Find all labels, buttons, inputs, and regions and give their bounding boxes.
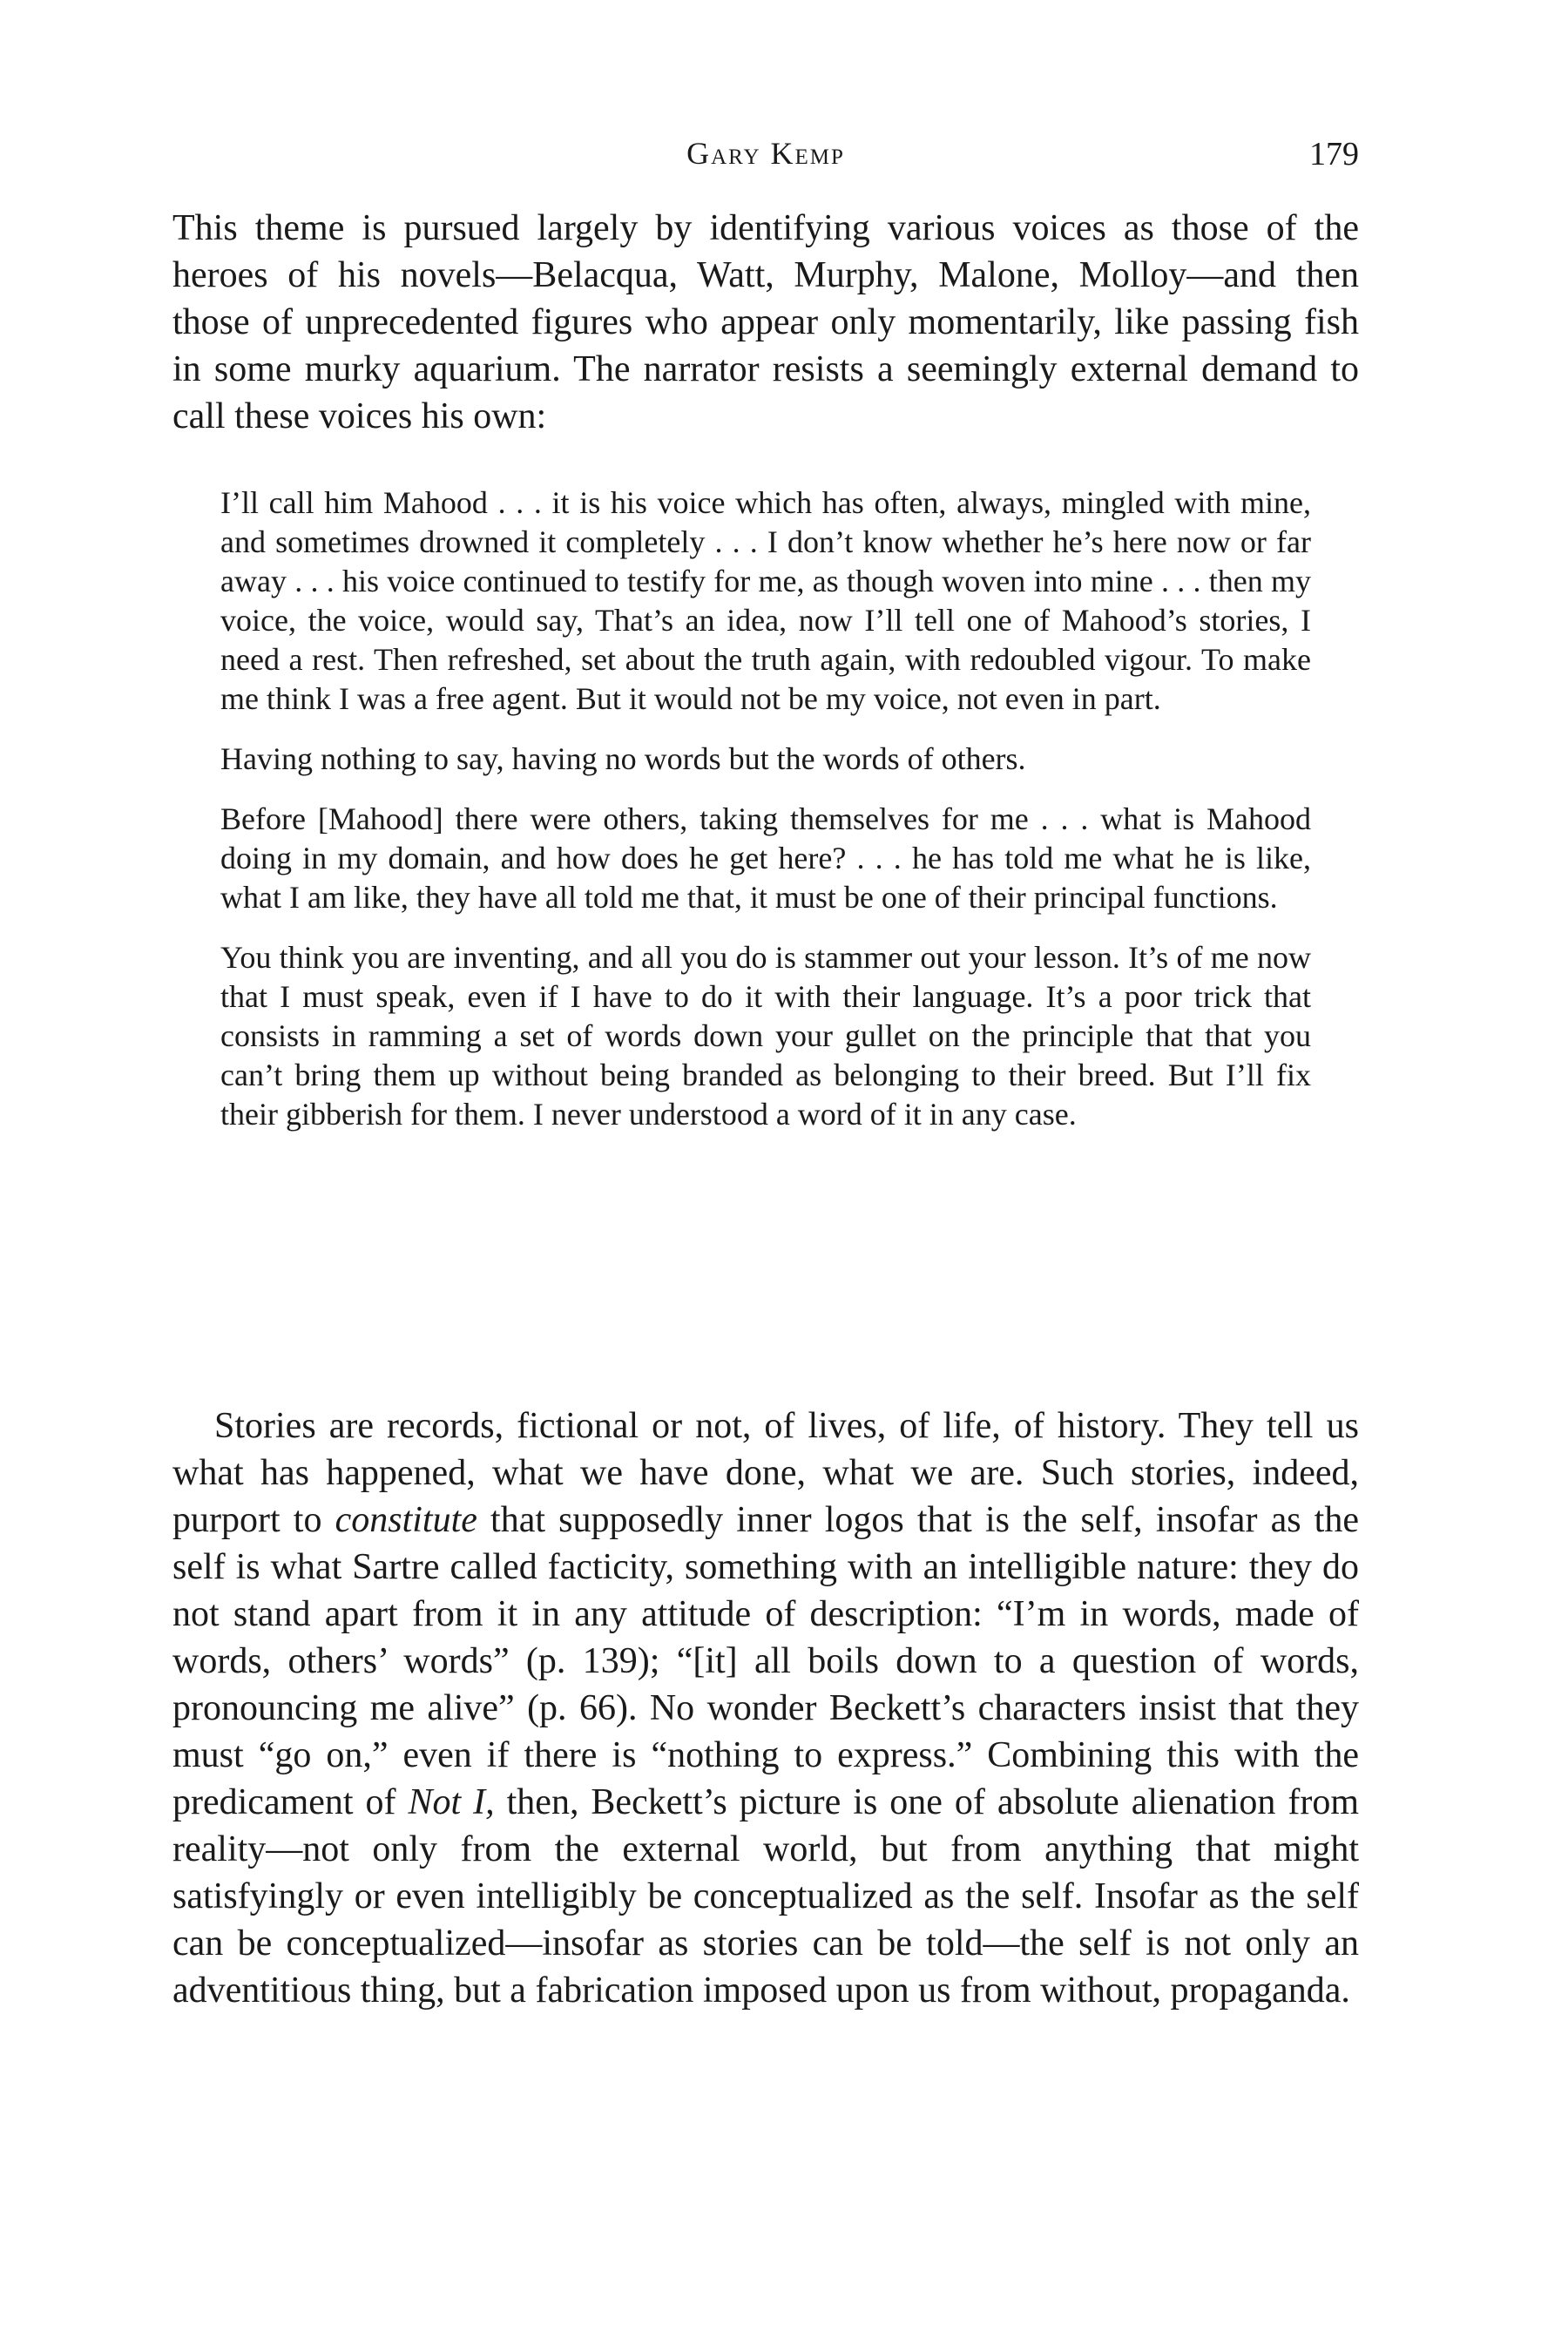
block-quote-3: Before [Mahood] there were others, taking themselves for me . . . what is Mahood doing in my domain, and how does he get here? . . . he has told me what he is like, what I am like, they have all told me that, it must be one of their principal functions. bbox=[220, 801, 1311, 915]
block-quote-4: You think you are inventing, and all you do is stammer out your lesson. It’s of me now that I must speak, even if I have to do it with their language. It’s a poor trick that consists in ramming a set of words down your gullet on the principle that that you can’t bring them up without being branded as belonging to their breed. But I’ll fix their gibberish for them. I never understood a word of it in any case. bbox=[220, 940, 1311, 1132]
running-head bbox=[172, 135, 1359, 179]
running-head-author: Gary Kemp bbox=[686, 136, 845, 171]
body-paragraph-2-part-2: that supposedly inner logos that is the self, insofar as the self is what Sartre called facticity, something with an intelligible nature: they do not stand apart from it in any attitude of description: “I’m in words, made of words, others’ words” (p. 139); “[it] all boils down to a question of words, pronouncing me alive” (p. 66). No wonder Beckett’s characters insist that they must “go on,” even if there is “nothing to express.” Combining this with the predicament of bbox=[172, 1500, 1359, 1822]
italic-constitute: constitute bbox=[335, 1500, 477, 1540]
block-quotes bbox=[220, 483, 1311, 1155]
body-paragraph-2-part-3: then, Beckett’s picture is one of absolute alienation from reality—not only from the external world, but from anything that might satisfyingly or even intelligibly be conceptualized as the self. Insofar as the self can be conceptualized—insofar as stories can be told—the self is not only an adventitious thing, but a fabrication imposed upon us from without, propaganda. bbox=[172, 1782, 1360, 2011]
italic-not-i: Not I, bbox=[408, 1782, 495, 1822]
block-quote-2: Having nothing to say, having no words but the words of others. bbox=[220, 741, 1026, 776]
body-paragraph-2 bbox=[172, 1402, 1359, 2014]
page-number: 179 bbox=[1309, 136, 1359, 172]
block-quote-1: I’ll call him Mahood . . . it is his voice which has often, always, mingled with mine, and sometimes drowned it completely . . . I don’t know whether he’s here now or far away . . . his voice continued to testify for me, as though woven into mine . . . then my voice, the voice, would say, That’s an idea, now I’ll tell one of Mahood’s stories, I need a rest. Then refreshed, set about the truth again, with redoubled vigour. To make me think I was a free agent. But it would not be my voice, not even in part. bbox=[220, 485, 1311, 716]
body-paragraph-1: This theme is pursued largely by identifying various voices as those of the heroes of his novels—Belacqua, Watt, Murphy, Malone, Molloy—and then those of unprecedented figures who appear only momentarily, like passing fish in some murky aquarium. The narrator resists a seemingly external demand to call these voices his own: bbox=[172, 208, 1359, 436]
body-paragraph-2-part-1: Stories are records, fictional or not, of lives, of life, of history. They tell us what has happened, what we have done, what we are. Such stories, indeed, purport to bbox=[172, 1406, 1359, 1540]
